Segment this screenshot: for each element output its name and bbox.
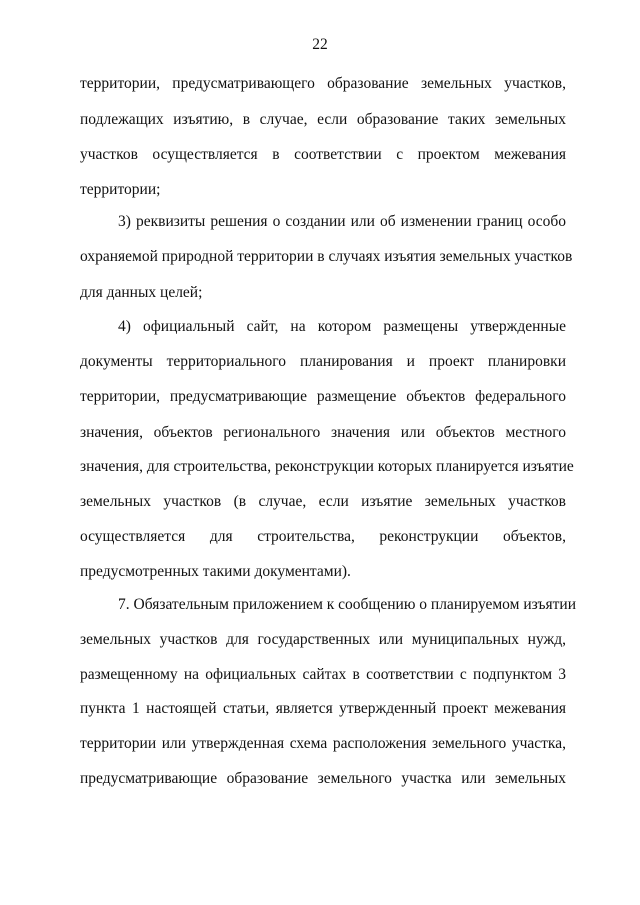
text-line: участков осуществляется в соответствии с проектом межевания <box>80 146 566 163</box>
text-line: значения, для строительства, реконструкции которых планируется изъятие <box>80 458 574 475</box>
text-line: территории или утвержденная схема расположения земельного участка, <box>80 735 566 752</box>
text-line: 3) реквизиты решения о создании или об изменении границ особо <box>118 213 566 230</box>
text-line: документы территориального планирования и проект планировки <box>80 353 566 370</box>
text-line: территории, предусматривающего образование земельных участков, <box>80 75 566 92</box>
text-line: осуществляется для строительства, реконструкции объектов, <box>80 528 566 545</box>
text-line: размещенному на официальных сайтах в соответствии с подпунктом 3 <box>80 666 566 683</box>
text-line: значения, объектов регионального значения или объектов местного <box>80 424 566 441</box>
text-line: пункта 1 настоящей статьи, является утвержденный проект межевания <box>80 700 566 717</box>
text-line: подлежащих изъятию, в случае, если образование таких земельных <box>80 111 566 128</box>
text-line: земельных участков (в случае, если изъятие земельных участков <box>80 493 566 510</box>
text-line: земельных участков для государственных или муниципальных нужд, <box>80 631 566 648</box>
text-line: территории; <box>80 181 161 198</box>
text-line: 4) официальный сайт, на котором размещены утвержденные <box>118 318 566 335</box>
text-line: территории, предусматривающие размещение объектов федерального <box>80 388 566 405</box>
text-line: предусматривающие образование земельного участка или земельных <box>80 770 566 787</box>
text-line: охраняемой природной территории в случаях изъятия земельных участков <box>80 248 573 265</box>
page-number: 22 <box>312 36 328 53</box>
text-line: 7. Обязательным приложением к сообщению о планируемом изъятии <box>118 596 576 613</box>
text-line: предусмотренных такими документами). <box>80 563 351 580</box>
text-line: для данных целей; <box>80 284 203 301</box>
